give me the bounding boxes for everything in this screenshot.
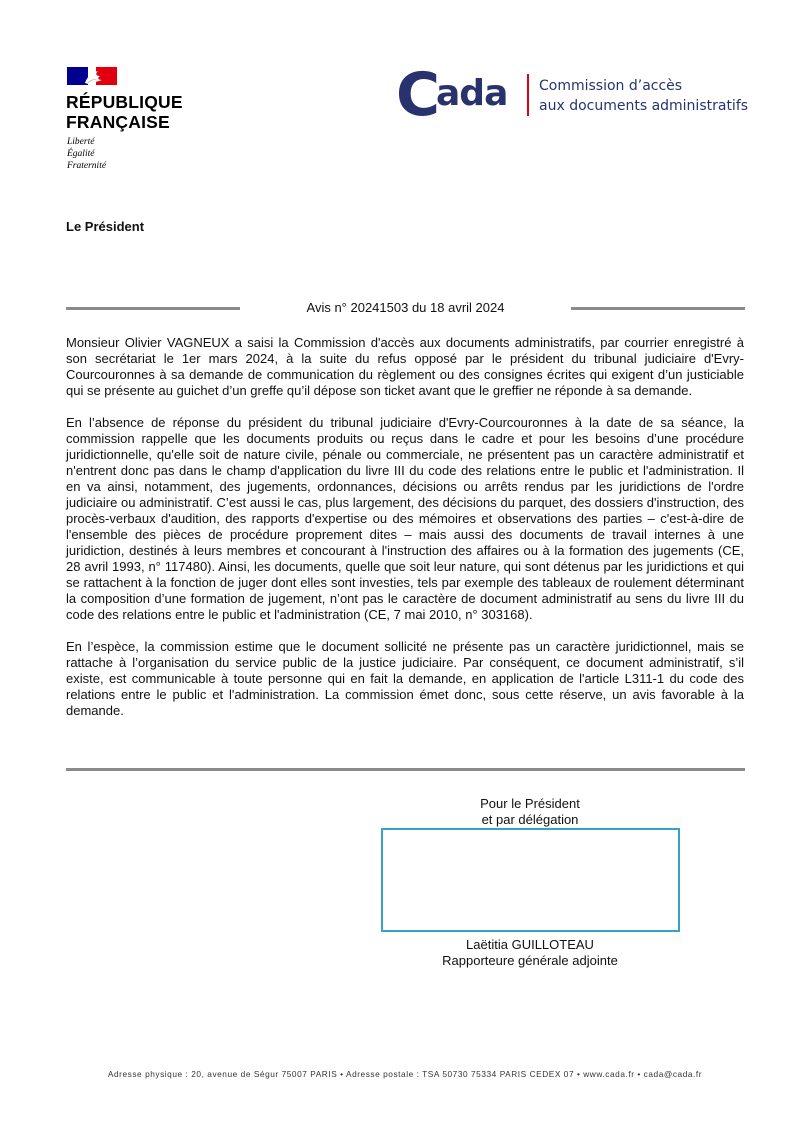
signatory-role: Rapporteure générale adjointe	[442, 953, 618, 968]
cada-name-line1: Commission d’accès	[539, 78, 683, 94]
signature-intro-line2: et par délégation	[481, 812, 579, 827]
body-rule-bottom	[66, 768, 745, 771]
sender-title: Le Président	[66, 219, 145, 234]
signature-intro-line1: Pour le Président	[480, 796, 580, 811]
signature-box	[381, 828, 680, 932]
paragraph-rappel: En l’absence de réponse du président du tribunal judiciaire d'Evry-Courcouronnes à la date de sa séance, la commission rappelle que les documents produits ou reçus dans le cadre et pour les besoins d’une procédure juridictionnelle, qu'elle soit de nature civile, pénale ou commerciale, ne présentent pas un caractère administratif et n'entrent donc pas dans le champ d'application du livre III du code des relations entre le public et l'administration. Il en va ainsi, notamment, des jugements, ordonnances, décisions ou arrêts rendus par les juridictions de l'ordre judiciaire ou administratif. C’est aussi le cas, plus largement, des décisions du parquet, des dossiers d'instruction, des procès-verbaux d'audition, des rapports d'expertise ou des mémoires et observations des parties – c'est-à-dire de l'ensemble des pièces de procédure proprement dites – mais aussi des documents de travail internes à une juridiction, destinés à leurs membres et concourant à l'instruction des affaires ou à la formation des jugements (CE, 28 avril 1993, n° 117480). Ainsi, les documents, quelle que soit leur nature, qui sont détenus par les juridictions et qui se rattachent à la fonction de juger dont elles sont investies, tels par exemple des tableaux de roulement déterminant la composition d’une formation de jugement, n’ont pas le caractère de document administratif au sens du livre III du code des relations entre le public et l'administration (CE, 7 mai 2010, n° 303168).	[66, 415, 744, 622]
cada-full-name	[539, 76, 748, 116]
cada-name-line2: aux documents administratifs	[539, 98, 749, 114]
paragraph-avis: En l’espèce, la commission estime que le document sollicité ne présente pas un caractère juridictionnel, mais se rattache à l’organisation du service public de la justice judiciaire. Par conséquent, ce document administratif, s’il existe, est communicable à toute personne qui en fait la demande, en application de l'article L311-1 du code des relations entre le public et l'administration. La commission émet donc, sous cette réserve, un avis favorable à la demande.	[66, 639, 744, 718]
motto-fraternite: Fraternité	[67, 161, 107, 171]
title-rule-right	[571, 307, 745, 310]
republique-motto	[67, 136, 106, 172]
signatory	[380, 937, 680, 969]
paragraph-saisine: Monsieur Olivier VAGNEUX a saisi la Commission d'accès aux documents administratifs, par courrier enregistré à son secrétariat le 1er mars 2024, à la suite du refus opposé par le président du tribunal judiciaire d'Evry-Courcouronnes à sa demande de communication du règlement ou des consignes écrites qui exigent d’un justiciable qui se présente au guichet d’un greffe qu’il dépose son ticket avant que le greffier ne réponde à sa demande.	[66, 335, 744, 398]
avis-body	[66, 335, 744, 735]
motto-liberte: Liberté	[67, 137, 95, 147]
avis-title: Avis n° 20241503 du 18 avril 2024	[306, 300, 505, 315]
footer-address: Adresse physique : 20, avenue de Ségur 75007 PARIS • Adresse postale : TSA 50730 75334 PARIS CEDEX 07 • www.cada.fr • cada@cada.fr	[107, 1069, 703, 1079]
marianne-flag-icon	[67, 67, 117, 85]
svg-text:C: C	[396, 65, 441, 121]
rf-name-line2: FRANÇAISE	[66, 112, 170, 132]
signatory-name: Laëtitia GUILLOTEAU	[466, 937, 594, 952]
signature-intro	[380, 796, 680, 828]
svg-text:ada: ada	[436, 73, 508, 114]
republique-francaise-name	[66, 92, 183, 132]
motto-egalite: Égalité	[67, 149, 95, 159]
cada-logo	[396, 65, 521, 121]
rf-name-line1: RÉPUBLIQUE	[66, 92, 183, 112]
title-rule-left	[66, 307, 240, 310]
cada-separator	[527, 74, 529, 116]
